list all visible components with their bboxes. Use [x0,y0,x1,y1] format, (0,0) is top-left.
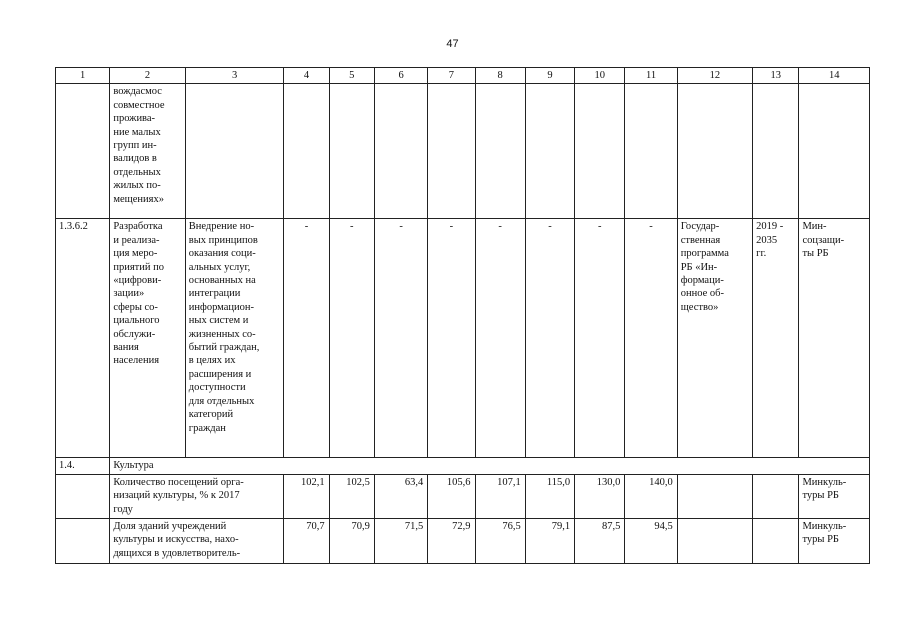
value-cell: 76,5 [475,518,525,563]
column-number: 7 [428,68,475,84]
column-number: 1 [56,68,110,84]
period-cell [753,474,799,518]
value-cell: - [284,219,329,458]
column-number: 4 [284,68,329,84]
value-cell: 102,5 [329,474,374,518]
code-cell [56,518,110,563]
section-title-cell: Культура [110,458,870,474]
column-number: 2 [110,68,185,84]
program-cell: Государ- ственная программа РБ «Ин- формаци- онное об- щество» [677,219,752,458]
column-number: 13 [753,68,799,84]
value-cell: 71,5 [374,518,427,563]
value-cell: 72,9 [428,518,475,563]
column-number: 14 [799,68,870,84]
code-cell [56,84,110,219]
section-code-cell: 1.4. [56,458,110,474]
value-cell: 79,1 [525,518,574,563]
column-number: 11 [625,68,677,84]
program-cell [677,474,752,518]
value-cell: - [475,219,525,458]
value-cell: 63,4 [374,474,427,518]
column-number: 10 [575,68,625,84]
program-cell [677,518,752,563]
column-number: 8 [475,68,525,84]
value-cell: 107,1 [475,474,525,518]
code-cell [56,474,110,518]
value-cell: 105,6 [428,474,475,518]
section-row-1-4 [56,458,870,474]
value-cell: - [329,219,374,458]
value-cell: - [428,219,475,458]
indicator-cell: Количество посещений орга- низаций культуры, % к 2017 году [110,474,284,518]
column-number: 5 [329,68,374,84]
value-cell: 70,9 [329,518,374,563]
column-number: 6 [374,68,427,84]
measure-name-cell: Разработка и реализа- ция меро- приятий по «цифрови- зации» сферы со- циального обслужи- вания населения [110,219,185,458]
table-row-culture-buildings [56,518,870,563]
indicator-cell [185,84,284,219]
value-cell: 94,5 [625,518,677,563]
column-number: 9 [525,68,574,84]
executor-cell: Мин- соцзащи- ты РБ [799,219,870,458]
column-number: 3 [185,68,284,84]
page-number: 47 [446,38,459,50]
code-cell: 1.3.6.2 [56,219,110,458]
indicator-cell: Доля зданий учреждений культуры и искусства, нахо- дящихся в удовлетворитель- [110,518,284,563]
value-cell: 102,1 [284,474,329,518]
period-cell: 2019 - 2035 гг. [753,219,799,458]
executor-cell: Минкуль- туры РБ [799,474,870,518]
value-cell: - [575,219,625,458]
table-row-1-3-6-2 [56,219,870,458]
table-row-culture-visits [56,474,870,518]
executor-cell: Минкуль- туры РБ [799,518,870,563]
value-cell: 70,7 [284,518,329,563]
measure-name-cell: вождасмос совместное прожива- ние малых групп ин- валидов в отдельных жилых по- мещениях» [110,84,185,219]
table-row-continuation [56,84,870,219]
period-cell [753,518,799,563]
value-cell: 140,0 [625,474,677,518]
value-cell: - [625,219,677,458]
value-cell: - [374,219,427,458]
indicator-cell: Внедрение но- вых принципов оказания соци- альных услуг, основанных на интеграции информацион- ных систем и жизненных со- бытий граждан, в целях их расширения и доступности для отдельных категорий граждан [185,219,284,458]
column-number-row [56,68,870,84]
column-number: 12 [677,68,752,84]
value-cell: - [525,219,574,458]
value-cell: 130,0 [575,474,625,518]
program-table [55,67,870,564]
value-cell: 87,5 [575,518,625,563]
value-cell: 115,0 [525,474,574,518]
